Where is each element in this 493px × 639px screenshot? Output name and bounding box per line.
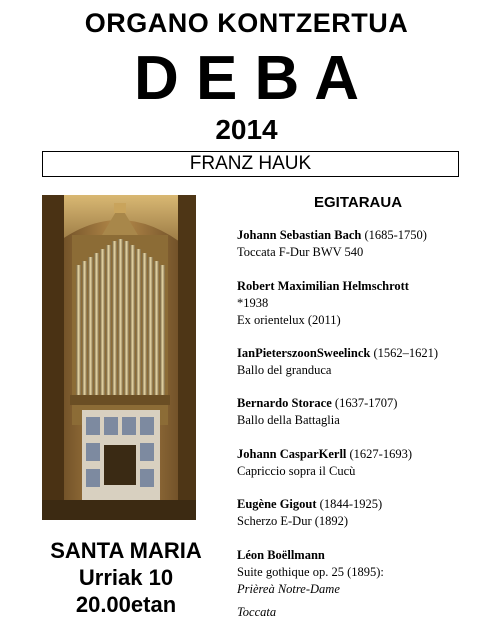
composer-dates: (1844-1925) [316,497,383,511]
work-title: Capriccio sopra il Cucù [237,464,356,478]
organ-image [42,195,196,520]
composer-dates: (1637-1707) [331,396,398,410]
work-movement: Toccata [237,605,277,619]
composer-name: Eugène Gigout [237,497,317,511]
work-movement: Prièreà Notre-Dame [237,582,340,596]
composer-name: Bernardo Storace [237,396,332,410]
work-title: *1938 [237,296,269,310]
composer-name: Johann Sebastian Bach [237,228,362,242]
composer-name: Johann CasparKerll [237,447,347,461]
town-name: D E B A [133,44,360,113]
venue-church: SANTA MARIA [50,538,202,563]
program-item [237,446,487,480]
program-heading: EGITARAUA [314,194,403,211]
work-title: Ex orientelux (2011) [237,313,341,327]
composer-name: IanPieterszoonSweelinck [237,346,371,360]
work-title: Ballo del granduca [237,363,332,377]
concert-time: 20.00etan [75,592,177,617]
concert-date: Urriak 10 [78,565,174,590]
composer-name: Léon Boëllmann [237,548,325,562]
program-item [237,395,487,429]
work-title: Suite gothique op. 25 (1895): [237,565,384,579]
program-item [237,227,487,261]
performer-box: FRANZ HAUK [42,151,459,177]
program-item [237,278,487,329]
composer-dates: (1685-1750) [361,228,427,242]
program-item [237,496,487,530]
composer-dates: (1627-1693) [346,447,413,461]
work-title: Scherzo E-Dur (1892) [237,514,349,528]
composer-name: Robert Maximilian Helmschrott [237,279,409,293]
organ-photo [42,195,196,520]
program-item [237,345,487,379]
year: 2014 [215,114,278,145]
program-item [237,547,487,621]
work-title: Ballo della Battaglia [237,413,340,427]
work-title: Toccata F-Dur BWV 540 [237,245,364,259]
concert-title: ORGANO KONTZERTUA [84,8,409,38]
composer-dates: (1562–1621) [370,346,439,360]
